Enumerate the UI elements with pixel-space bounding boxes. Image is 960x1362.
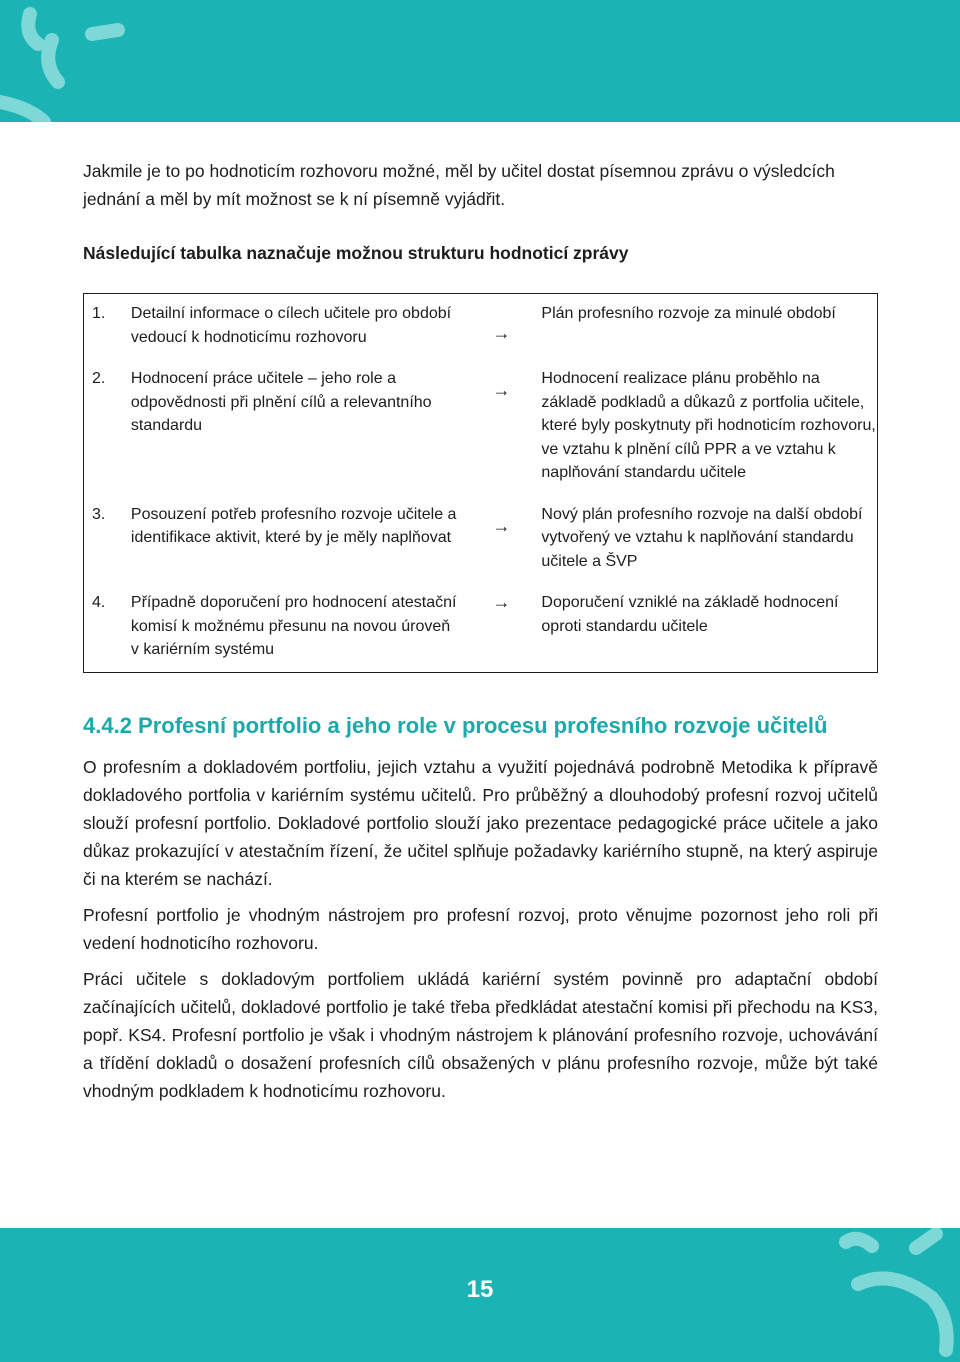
header-band (0, 0, 960, 122)
report-structure-table (83, 293, 878, 673)
page-content (83, 157, 878, 1105)
arrow-right-icon: → (492, 380, 511, 400)
arrow-right-icon: → (492, 592, 511, 612)
row-right-cell: Doporučení vzniklé na základě hodnocení oproti standardu učitele (541, 594, 839, 635)
arrow-right-icon: → (492, 323, 511, 343)
row-left-cell: Posouzení potřeb profesního rozvoje učitele a identifikace aktivit, které by je měly naplňovat (130, 505, 457, 546)
page-number: 15 (466, 1276, 494, 1303)
table-row (84, 503, 877, 574)
body-paragraph: O profesním a dokladovém portfoliu, jejich vztahu a využití pojednává podrobně Metodika k přípravě dokladového portfolia v kariérním systému učitelů. Pro průběžný a dlouhodobý profesní rozvoj učitelů slouží profesní portfolio. Dokladové portfolio slouží jako prezentace pedagogické práce učitele a jako důkaz prokazující v atestačním řízení, že učitel splňuje požadavky kariérního stupně, na který aspiruje či na kterém se nachází. (83, 756, 878, 889)
table-row (84, 367, 877, 485)
table-title: Následující tabulka naznačuje možnou strukturu hodnoticí zprávy (83, 243, 629, 263)
row-number: 3. (92, 505, 106, 523)
table-row (84, 591, 877, 662)
section-body (83, 753, 878, 1105)
arrow-right-icon: → (492, 515, 511, 536)
section-heading: 4.4.2 Profesní portfolio a jeho role v procesu profesního rozvoje učitelů (83, 712, 828, 738)
row-number: 2. (92, 370, 106, 387)
lightbulb-decoration-icon (0, 0, 960, 122)
row-right-cell: Nový plán profesního rozvoje na další období vytvořený ve vztahu k naplňování standardu učitele a ŠVP (541, 505, 863, 570)
table-row (84, 302, 877, 349)
row-left-cell: Případně doporučení pro hodnocení atestační komisí k možnému přesunu na novou úroveň v kariérním systému (130, 594, 457, 658)
row-left-cell: Hodnocení práce učitele – jeho role a odpovědnosti při plnění cílů a relevantního standardu (130, 370, 432, 434)
row-right-cell: Plán profesního rozvoje za minulé období (541, 305, 836, 322)
intro-paragraph: Jakmile je to po hodnoticím rozhovoru možné, měl by učitel dostat písemnou zprávu o výsledcích jednání a měl by mít možnost se k ní písemně vyjádřit. (83, 161, 835, 209)
row-number: 1. (92, 305, 106, 322)
body-paragraph: Práci učitele s dokladovým portfoliem ukládá kariérní systém povinně pro adaptační období začínajících učitelů, dokladové portfolio je také třeba předkládat atestační komisi při přechodu na KS3, popř. KS4. Profesní portfolio je však i vhodným nástrojem k plánování profesního rozvoje, uchovávání a třídění dokladů o dosažení profesních cílů obsažených v plánu profesního rozvoje, může být také vhodným podkladem k hodnoticímu rozhovoru. (83, 968, 878, 1101)
body-paragraph: Profesní portfolio je vhodným nástrojem pro profesní rozvoj, proto věnujme pozornost jeho roli při vedení hodnoticího rozhovoru. (83, 904, 878, 953)
row-number: 4. (92, 594, 106, 611)
row-right-cell: Hodnocení realizace plánu proběhlo na základě podkladů a důkazů z portfolia učitele, které byly poskytnuty při hodnoticím rozhovoru, ve vztahu k plnění cílů PPR a ve vztahu k naplňování standardu učitele (541, 370, 876, 481)
row-left-cell: Detailní informace o cílech učitele pro období vedoucí k hodnoticímu rozhovoru (130, 305, 452, 346)
